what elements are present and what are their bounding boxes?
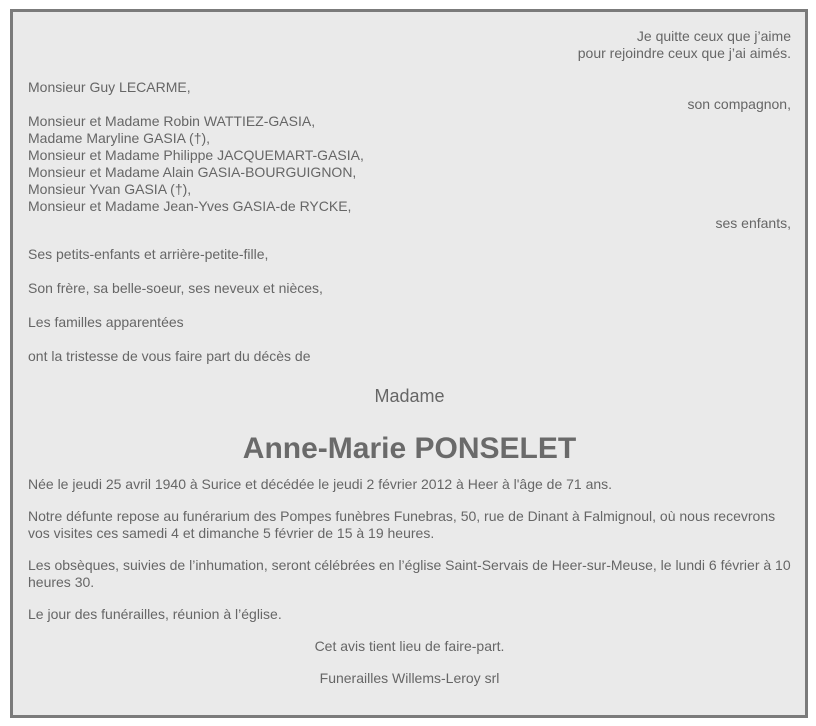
announcement: ont la tristesse de vous faire part du décès de [28, 348, 311, 364]
child-line: Monsieur et Madame Robin WATTIEZ-GASIA, [28, 113, 316, 129]
child-line: Monsieur et Madame Alain GASIA-BOURGUIGNON, [28, 164, 357, 180]
quote-line: pour rejoindre ceux que j’ai aimés. [577, 45, 791, 61]
child-line: Monsieur Yvan GASIA (†), [28, 181, 192, 197]
deceased-title: Madame [374, 386, 445, 406]
companion-role: son compagnon, [687, 96, 791, 112]
quote [28, 28, 791, 62]
deceased-name: Anne-Marie PONSELET [242, 432, 577, 465]
quote-line: Je quitte ceux que j’aime [636, 28, 791, 44]
children-list [28, 113, 791, 215]
detail-paragraph: Le jour des funérailles, réunion à l’église. [28, 606, 282, 622]
obituary-frame [10, 9, 808, 718]
detail-paragraph: Notre défunte repose au funérarium des Pompes funèbres Funebras, 50, rue de Dinant à Falmignoul, où nous recevrons vos visites ces samedi 4 et dimanche 5 février de 15 à 19 heures. [28, 508, 776, 541]
children-role: ses enfants, [715, 215, 791, 231]
child-line: Madame Maryline GASIA (†), [28, 130, 211, 146]
family-line: Son frère, sa belle-soeur, ses neveux et nièces, [28, 280, 323, 296]
family-line: Ses petits-enfants et arrière-petite-fille, [28, 246, 269, 262]
companion-name: Monsieur Guy LECARME, [28, 79, 191, 95]
family-line: Les familles apparentées [28, 314, 184, 330]
footer-notice: Cet avis tient lieu de faire-part. [314, 638, 505, 654]
detail-paragraph: Née le jeudi 25 avril 1940 à Surice et décédée le jeudi 2 février 2012 à Heer à l'âge de 71 ans. [28, 476, 613, 492]
child-line: Monsieur et Madame Philippe JACQUEMART-GASIA, [28, 147, 364, 163]
funeral-home: Funerailles Willems-Leroy srl [319, 670, 500, 686]
obituary-content [28, 28, 791, 687]
detail-paragraph: Les obsèques, suivies de l’inhumation, seront célébrées en l’église Saint-Servais de Heer-sur-Meuse, le lundi 6 février à 10 heures 30. [28, 557, 791, 590]
child-line: Monsieur et Madame Jean-Yves GASIA-de RYCKE, [28, 198, 352, 214]
